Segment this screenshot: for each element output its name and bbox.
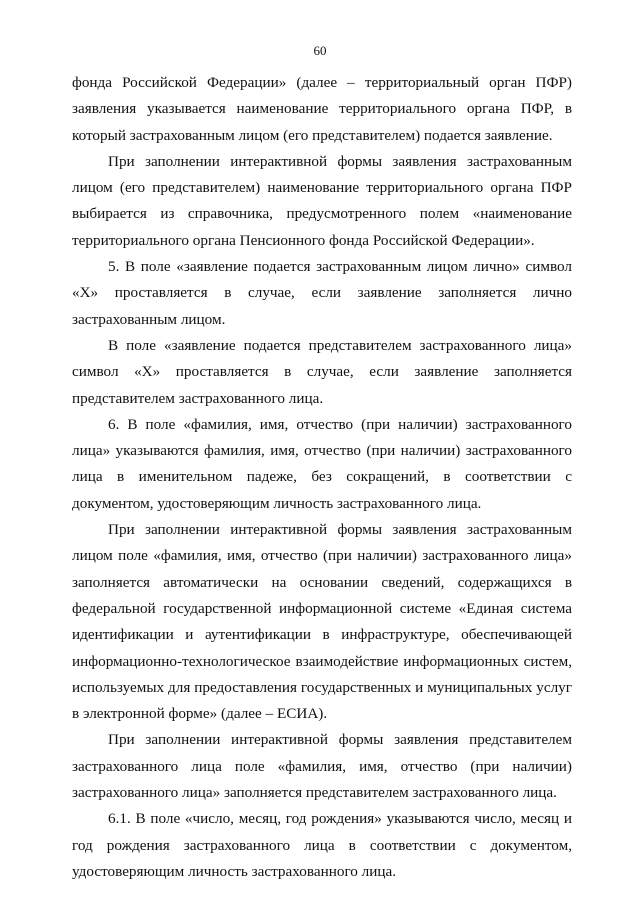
paragraph-4: В поле «заявление подается представителем застрахованного лица» символ «Х» проставляется в случае, если заявление заполняется представителем застрахованного лица. <box>72 336 572 407</box>
paragraph-2: При заполнении интерактивной формы заявления застрахованным лицом (его представителем) наименование территориального органа ПФР выбирается из справочника, предусмотренного полем «наименование территориального органа Пенсионного фонда Российской Федерации». <box>72 152 572 249</box>
paragraph-6: При заполнении интерактивной формы заявления застрахованным лицом поле «фамилия, имя, отчество (при наличии) застрахованного лица» заполняется автоматически на основании сведений, содержащихся в федеральной государственной информационной системе «Единая система идентификации и аутентификации в инфраструктуре, обеспечивающей информационно-технологическое взаимодействие информационных систем, используемых для предоставления государственных и муниципальных услуг в электронной форме» (далее – ЕСИА). <box>72 521 572 723</box>
page-number: 60 <box>313 43 327 58</box>
paragraph-7: При заполнении интерактивной формы заявления представителем застрахованного лица поле «фамилия, имя, отчество (при наличии) застрахованного лица» заполняется представителем застрахованного лица. <box>72 731 572 802</box>
paragraph-1: фонда Российской Федерации» (далее – территориальный орган ПФР) заявления указывается наименование территориального органа ПФР, в который застрахованным лицом (его представителем) подается заявление. <box>72 74 572 144</box>
paragraph-5: 6. В поле «фамилия, имя, отчество (при наличии) застрахованного лица» указываются фамилия, имя, отчество (при наличии) застрахованного лица в именительном падеже, без сокращений, в соответствии с документом, удостоверяющим личность застрахованного лица. <box>72 415 572 512</box>
document-body <box>72 70 572 885</box>
paragraph-8: 6.1. В поле «число, месяц, год рождения» указываются число, месяц и год рождения застрахованного лица в соответствии с документом, удостоверяющим личность застрахованного лица. <box>72 810 572 880</box>
paragraph-3: 5. В поле «заявление подается застрахованным лицом лично» символ «Х» проставляется в случае, если заявление заполняется лично застрахованным лицом. <box>72 258 572 328</box>
